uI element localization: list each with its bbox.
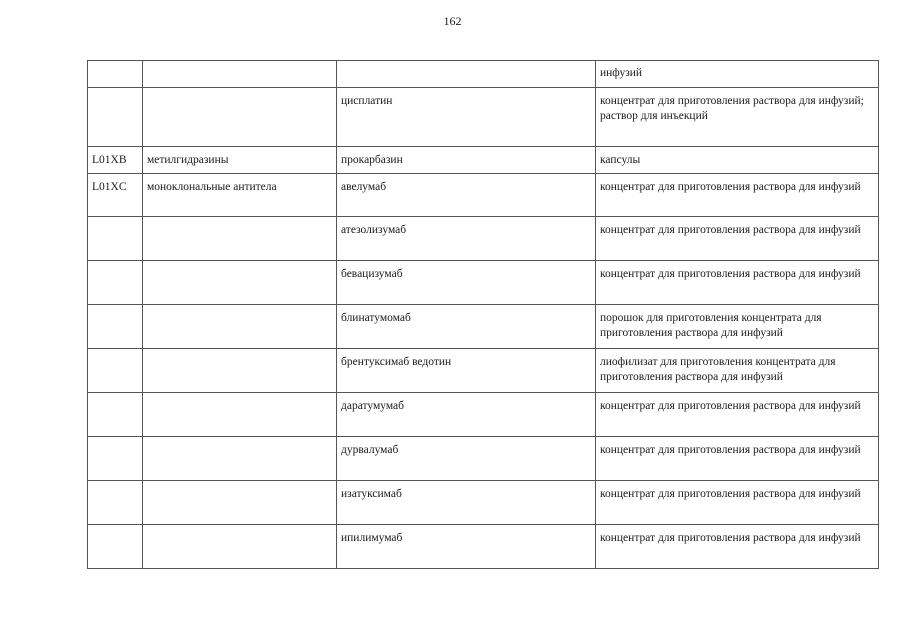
atc-code-cell [88,525,143,569]
drug-name-cell: ипилимумаб [337,525,596,569]
table-row [88,147,879,174]
dosage-form-cell: концентрат для приготовления раствора для инфузий [596,174,879,217]
group-cell [143,393,337,437]
table-row [88,61,879,88]
dosage-form-cell: инфузий [596,61,879,88]
table-row [88,261,879,305]
dosage-form-cell: концентрат для приготовления раствора для инфузий [596,393,879,437]
drug-name-cell: прокарбазин [337,147,596,174]
group-cell [143,437,337,481]
dosage-form-cell: концентрат для приготовления раствора для инфузий [596,481,879,525]
drug-name-cell: авелумаб [337,174,596,217]
dosage-form-cell: концентрат для приготовления раствора для инфузий [596,525,879,569]
table-row [88,217,879,261]
drug-name-cell: изатуксимаб [337,481,596,525]
drug-name-cell: бевацизумаб [337,261,596,305]
dosage-form-cell: лиофилизат для приготовления концентрата для приготовления раствора для инфузий [596,349,879,393]
atc-code-cell [88,481,143,525]
dosage-form-cell: порошок для приготовления концентрата для приготовления раствора для инфузий [596,305,879,349]
atc-code-cell [88,261,143,305]
dosage-form-cell: концентрат для приготовления раствора для инфузий [596,217,879,261]
group-cell [143,525,337,569]
atc-code-cell [88,88,143,147]
dosage-form-cell: концентрат для приготовления раствора для инфузий; раствор для инъекций [596,88,879,147]
table-row [88,525,879,569]
group-cell [143,305,337,349]
page-number: 162 [443,14,462,28]
group-cell [143,349,337,393]
group-cell [143,217,337,261]
group-cell: метилгидразины [143,147,337,174]
drug-name-cell: атезолизумаб [337,217,596,261]
dosage-form-cell: концентрат для приготовления раствора для инфузий [596,261,879,305]
atc-code-cell [88,61,143,88]
drug-name-cell: цисплатин [337,88,596,147]
group-cell: моноклональные антитела [143,174,337,217]
drug-name-cell: брентуксимаб ведотин [337,349,596,393]
drug-name-cell [337,61,596,88]
atc-code-cell [88,217,143,261]
atc-code-cell [88,305,143,349]
atc-code-cell [88,437,143,481]
table-row [88,393,879,437]
atc-code-cell: L01XC [88,174,143,217]
drug-name-cell: даратумумаб [337,393,596,437]
drug-name-cell: дурвалумаб [337,437,596,481]
drug-table [87,60,879,569]
group-cell [143,61,337,88]
atc-code-cell [88,349,143,393]
group-cell [143,88,337,147]
atc-code-cell: L01XB [88,147,143,174]
dosage-form-cell: капсулы [596,147,879,174]
table-row [88,88,879,147]
group-cell [143,261,337,305]
atc-code-cell [88,393,143,437]
table-row [88,305,879,349]
table-row [88,174,879,217]
table-row [88,481,879,525]
dosage-form-cell: концентрат для приготовления раствора для инфузий [596,437,879,481]
table-row [88,437,879,481]
drug-name-cell: блинатумомаб [337,305,596,349]
group-cell [143,481,337,525]
table-row [88,349,879,393]
